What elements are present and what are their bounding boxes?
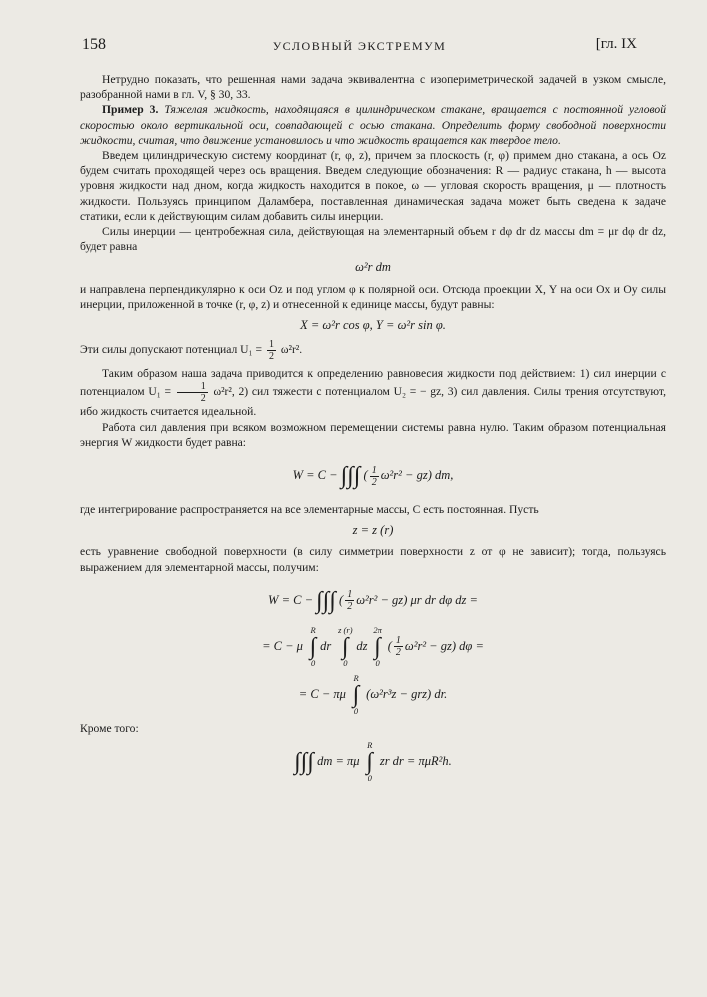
equation-3: W = C − ∫∫∫ ( $\frac{1}{2}$ ω²r² − gz) dm, xyxy=(292,463,454,490)
equation-8 xyxy=(80,740,666,783)
equation-1: ω²r dm xyxy=(355,260,391,275)
equation-8-lhs: dm = πμ xyxy=(317,753,360,768)
equation-5: W = C − ∫∫∫ ( $\frac{1}{2}$ ω²r² − gz) μr dr dφ dz = xyxy=(268,587,478,614)
paragraph-6 xyxy=(80,366,666,419)
paragraph-5 xyxy=(80,339,666,362)
integral-sign: ∫ xyxy=(300,749,308,776)
equation-7-integrand: (ω²r³z − grz) dr. xyxy=(366,686,448,701)
integral-sign: ∫ xyxy=(307,749,314,776)
equation-7 xyxy=(80,672,666,716)
chapter-label: [гл. IX xyxy=(595,36,637,52)
integral-sign: ∫ xyxy=(374,633,381,660)
fraction xyxy=(177,381,208,404)
equation-3-integrand: ω²r² − gz xyxy=(380,467,428,482)
integral-sign: ∫ xyxy=(316,587,323,614)
equation-4: z = z (r) xyxy=(352,523,394,538)
differential-dr: dr xyxy=(320,638,332,653)
paragraph-5-text: Эти силы допускают потенциал U₁ = xyxy=(80,343,263,357)
integral-sign: ∫ xyxy=(353,463,361,490)
fraction-numerator: 1 xyxy=(347,589,353,601)
equation-6: = C − μ R ∫ 0 dr z (r) ∫ 0 dz 2π ∫ 0 ( $\frac{1}{2}$ ω²r² − gz) dφ = xyxy=(80,635,666,659)
equation-3-lhs: W = C − xyxy=(292,467,338,482)
example-statement: Тяжелая жидкость, находящаяся в цилиндрическом стакане, вращается с постоянной угловой скоростью около вертикальной оси, совпадающей с осью стакана. Определить форму свободной поверхности жидкости, считая, что движение установилось и что жидкость вращается как твердое тело. xyxy=(80,103,667,147)
differential-dz: dz xyxy=(356,638,368,653)
integral-r xyxy=(363,740,377,783)
lower-limit: 0 xyxy=(310,657,316,668)
integral-sign: ∫ xyxy=(342,633,349,660)
fraction-numerator: 1 xyxy=(268,339,274,351)
paragraph-6-text: Таким образом наша задача приводится к определению равновесия жидкости под действием: 1) сил инерции с потенциалом U₁ = xyxy=(80,367,666,399)
page-number: 158 xyxy=(82,36,106,53)
fraction-denominator: 2 xyxy=(395,647,401,659)
paragraph-8: где интегрирование распространяется на все элементарные массы, C есть постоянная. Пусть xyxy=(80,503,539,517)
equation-5-tail: μr dr dφ dz = xyxy=(410,592,478,607)
integral-phi xyxy=(371,624,385,668)
fraction-denominator: 2 xyxy=(200,393,206,405)
integral-sign: ∫ xyxy=(329,587,336,614)
equation-8-rhs: zr dr = πμR²h. xyxy=(379,753,452,768)
upper-limit: z (r) xyxy=(338,624,353,635)
equation-5-integrand: ω²r² − gz xyxy=(356,592,404,607)
equation-7-lhs: = C − πμ xyxy=(298,686,346,701)
equation-6-tail: dφ = xyxy=(459,638,484,653)
fraction-denominator: 2 xyxy=(268,351,274,363)
paragraph-4: и направлена перпендикулярно к оси Oz и под углом φ к полярной оси. Отсюда проекции X, Y на оси Ox и Oy силы инерции, приложенной в точке (r, φ, z) и отнесенной к единице массы, будут равны: xyxy=(80,282,666,311)
fraction-numerator: 1 xyxy=(395,635,401,647)
integral-sign: ∫ xyxy=(352,681,360,708)
integral-sign: ∫ xyxy=(340,463,348,490)
fraction xyxy=(394,635,403,658)
equation-3-tail: dm, xyxy=(435,467,454,482)
equation-6-lhs: = C − μ xyxy=(262,638,303,653)
example-paragraph xyxy=(80,102,666,148)
fraction xyxy=(345,589,354,612)
lower-limit: 0 xyxy=(367,772,372,783)
paragraph-7: Работа сил давления при всяком возможном перемещении системы равна нулю. Таким образом потенциальная энергия W жидкости будет равна: xyxy=(80,420,666,449)
fraction xyxy=(370,465,379,488)
lower-limit: 0 xyxy=(353,705,359,716)
integral-sign: ∫ xyxy=(309,633,317,660)
upper-limit: 2π xyxy=(373,624,382,635)
upper-limit: R xyxy=(353,672,359,683)
paragraph-3: Силы инерции — центробежная сила, действующая на элементарный объем r dφ dr dz массы dm = μr dφ dr dz, будет равна xyxy=(80,225,666,254)
fraction xyxy=(267,339,276,362)
integral-sign: ∫ xyxy=(366,749,373,776)
paragraph-2: Введем цилиндрическую систему координат (r, φ, z), причем за плоскость (r, φ) примем дно стакана, а ось Oz будем считать проходящей через ось вращения. Введем следующие обозначения: R — радиус стакана, h — высота уровня жидкости над дном, когда жидкость находится в покое, ω — угловая скорость вращения, μ — плотность жидкости. Пользуясь принципом Даламбера, поставленная динамическая задача может быть сведена к задаче статики, если к действующим силам добавить силы инерции. xyxy=(80,149,666,223)
page-body xyxy=(80,72,666,788)
equation-6-integrand: ω²r² − gz xyxy=(404,638,452,653)
lower-limit: 0 xyxy=(343,657,348,668)
paragraph-1: Нетрудно показать, что решенная нами задача эквивалентна с изопериметрической задачей в узком смысле, разобранной нами в гл. V, § 30, 33. xyxy=(80,73,666,102)
integral-sign: ∫ xyxy=(294,749,301,776)
integral-sign: ∫ xyxy=(322,587,330,614)
example-label: Пример 3. xyxy=(102,103,159,117)
paragraph-6-tail: ω²r², 2) сил тяжести с потенциалом U₂ = − gz, 3) сил давления. Силы трения отсутствуют, ибо жидкость считается идеальной. xyxy=(80,385,666,419)
fraction-numerator: 1 xyxy=(177,381,208,393)
paragraph-10: Кроме того: xyxy=(80,721,139,735)
upper-limit: R xyxy=(310,624,316,635)
equation-5-lhs: W = C − xyxy=(268,592,314,607)
integral-r xyxy=(306,624,320,668)
integral-sign: ∫ xyxy=(347,463,354,490)
page-header xyxy=(82,36,637,58)
equation-2: X = ω²r cos φ, Y = ω²r sin φ. xyxy=(300,318,446,333)
integral-r xyxy=(349,672,363,716)
running-title: УСЛОВНЫЙ ЭКСТРЕМУМ xyxy=(272,39,447,53)
paragraph-5-tail: ω²r². xyxy=(280,343,303,357)
fraction-denominator: 2 xyxy=(371,476,377,488)
fraction-numerator: 1 xyxy=(371,464,377,476)
upper-limit: R xyxy=(367,740,373,751)
fraction-denominator: 2 xyxy=(347,601,353,613)
lower-limit: 0 xyxy=(375,657,380,668)
integral-z xyxy=(334,624,356,668)
paragraph-9: есть уравнение свободной поверхности (в силу симметрии поверхности z от φ не зависит); тогда, пользуясь выражением для элементарной массы, получим: xyxy=(80,545,666,574)
